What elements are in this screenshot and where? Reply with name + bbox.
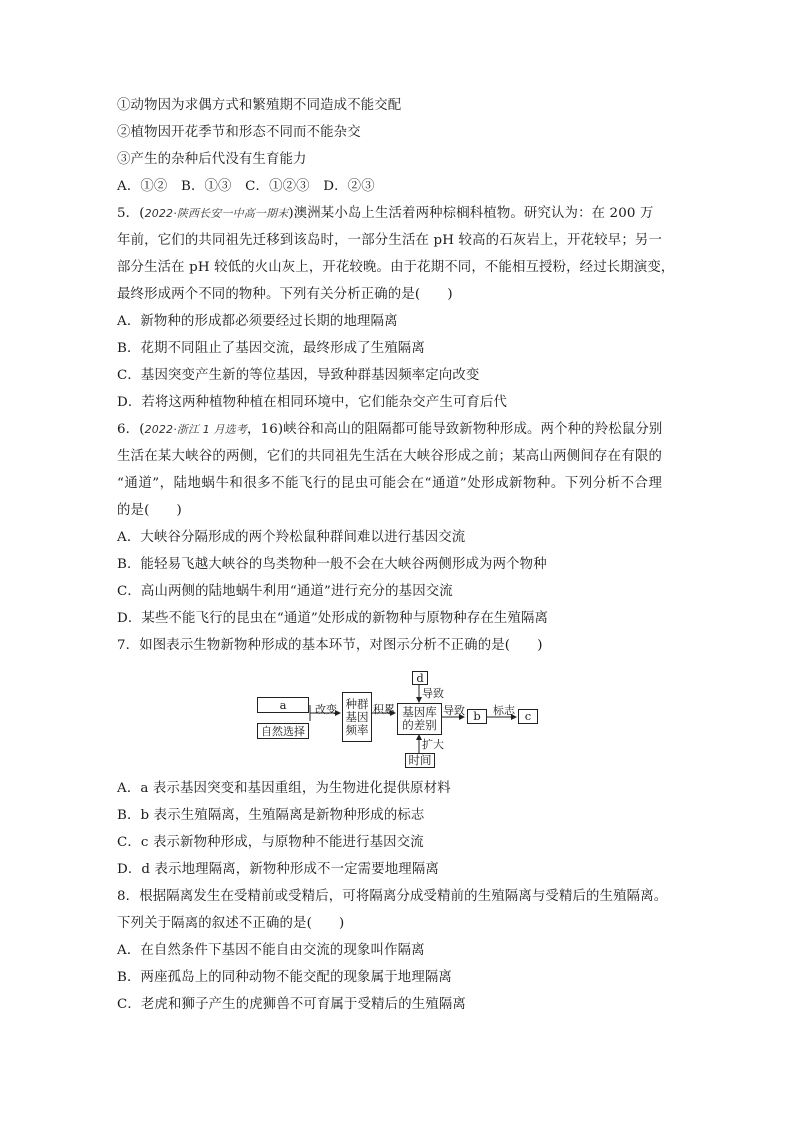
q7-option-c: C．c 表示新物种形成，与原物种不能进行基因交流: [117, 835, 424, 850]
label-lead-2: 导致: [443, 704, 465, 717]
box-gene-pool-line-1: 基因库: [402, 705, 437, 719]
q6-stem-line-1: [117, 421, 662, 439]
q8-option-a: A．在自然条件下基因不能自由交流的现象叫作隔离: [117, 943, 425, 958]
q5-source: 2022·陕西长安一中高一期末: [144, 207, 289, 220]
q7-option-a: A．a 表示基因突变和基因重组，为生物进化提供原材料: [117, 781, 451, 796]
q8-option-b: B．两座孤岛上的同种动物不能交配的现象属于地理隔离: [117, 970, 452, 985]
box-gene-frequency: [342, 692, 372, 742]
box-d: d: [412, 671, 428, 685]
label-change: 改变: [315, 703, 337, 716]
q5-stem-text-1: )澳洲某小岛上生活着两种棕榈科植物。研究认为：在 200 万: [288, 206, 654, 221]
q6-option-d: D．某些不能飞行的昆虫在“通道”处形成的新物种与原物种存在生殖隔离: [117, 611, 549, 626]
box-gene-pool-line-2: 的差别: [402, 718, 437, 732]
q6-stem-line-2: 生活在某大峡谷的两侧，它们的共同祖先生活在大峡谷形成之前；某高山两侧间存在有限的: [117, 449, 662, 464]
q7-option-d: D．d 表示地理隔离，新物种形成不一定需要地理隔离: [117, 862, 439, 877]
q8-stem-line-2: 下列关于隔离的叙述不正确的是( ): [117, 916, 345, 931]
q6-option-b: B．能轻易飞越大峡谷的鸟类物种一般不会在大峡谷两侧形成为两个物种: [117, 557, 547, 572]
box-natural-selection: 自然选择: [257, 723, 309, 739]
q5-option-d: D．若将这两种植物种植在相同环境中，它们能杂交产生可育后代: [117, 395, 508, 410]
q6-number: 6．(: [117, 422, 145, 437]
label-lead-1: 导致: [422, 687, 444, 700]
q5-stem-line-4: 最终形成两个不同的物种。下列有关分析正确的是( ): [117, 287, 453, 302]
option-3: ③产生的杂种后代没有生育能力: [117, 152, 307, 167]
q5-stem-line-3: 部分生活在 pH 较低的火山灰上，开花较晚。由于花期不同，不能相互授粉，经过长期演变，: [117, 260, 675, 275]
q5-option-c: C．基因突变产生新的等位基因，导致种群基因频率定向改变: [117, 368, 480, 383]
q6-stem-text-1: ，16)峡谷和高山的阻隔都可能导致新物种形成。两个种的羚松鼠分别: [247, 422, 663, 437]
q7-stem: 7．如图表示生物新物种形成的基本环节，对图示分析不正确的是( ): [117, 638, 543, 653]
q6-stem-line-3: “通道”，陆地蜗牛和很多不能飞行的昆虫可能会在“通道”处形成新物种。下列分析不合理: [117, 476, 662, 491]
speciation-diagram: [255, 665, 545, 770]
q5-number: 5．(: [117, 206, 145, 221]
q6-stem-line-4: 的是( ): [117, 503, 182, 518]
q6-source: 2022·浙江 1 月选考: [144, 423, 248, 436]
q8-option-c: C．老虎和狮子产生的虎狮兽不可育属于受精后的生殖隔离: [117, 997, 466, 1012]
q4-choices: A．①② B．①③ C．①②③ D．②③: [117, 179, 375, 194]
label-expand: 扩大: [422, 738, 444, 751]
q5-stem-line-1: [117, 205, 662, 223]
box-b: b: [467, 709, 487, 724]
box-gene-frequency-line-1: 种群: [345, 696, 369, 711]
q5-stem-line-2: 年前，它们的共同祖先迁移到该岛时，一部分生活在 pH 较高的石灰岩上，开花较早；另一: [117, 233, 662, 248]
label-mark: 标志: [493, 704, 515, 717]
q5-option-b: B．花期不同阻止了基因交流，最终形成了生殖隔离: [117, 341, 425, 356]
box-gene-frequency-line-3: 频率: [345, 722, 369, 737]
q6-option-a: A．大峡谷分隔形成的两个羚松鼠种群间难以进行基因交流: [117, 530, 466, 545]
option-2: ②植物因开花季节和形态不同而不能杂交: [117, 125, 361, 140]
q7-option-b: B．b 表示生殖隔离，生殖隔离是新物种形成的标志: [117, 808, 425, 823]
label-accumulate: 积累: [373, 703, 395, 716]
box-time: 时间: [405, 753, 435, 768]
box-c: c: [518, 709, 538, 724]
box-gene-frequency-line-2: 基因: [345, 709, 369, 724]
option-1: ①动物因为求偶方式和繁殖期不同造成不能交配: [117, 98, 402, 113]
q8-stem-line-1: 8．根据隔离发生在受精前或受精后，可将隔离分成受精前的生殖隔离与受精后的生殖隔离。: [117, 889, 668, 904]
box-gene-pool-difference: [397, 703, 442, 735]
q6-option-c: C．高山两侧的陆地蜗牛利用“通道”进行充分的基因交流: [117, 584, 453, 599]
q5-option-a: A．新物种的形成都必须要经过长期的地理隔离: [117, 314, 398, 329]
box-a: a: [257, 697, 309, 713]
